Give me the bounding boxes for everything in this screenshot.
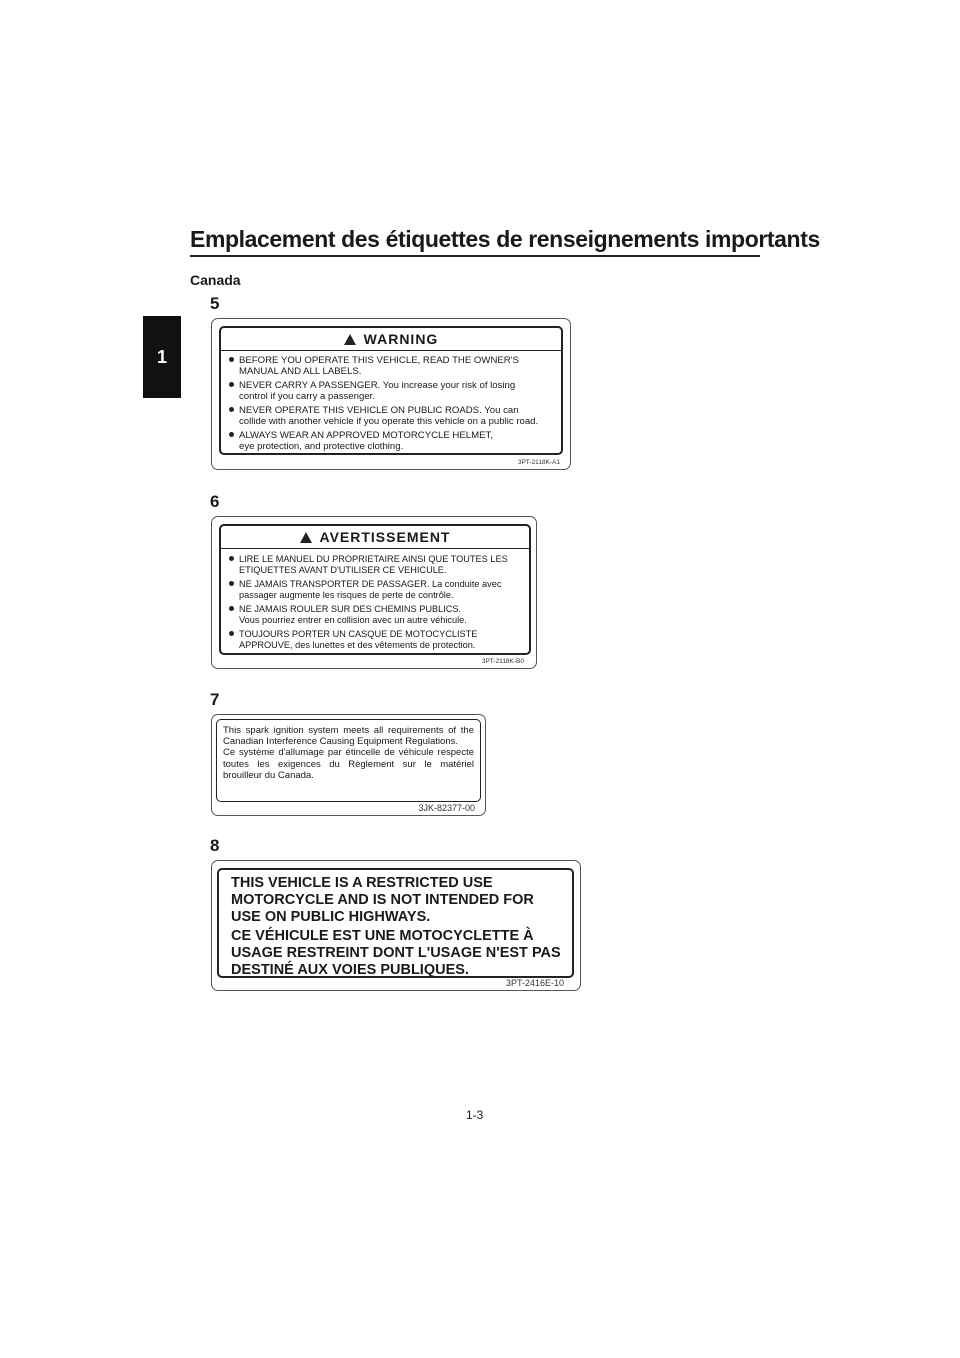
- label-8-number: 8: [210, 836, 220, 855]
- label-5-code: 3PT-2118K-A1: [517, 459, 560, 466]
- label-6: [211, 516, 537, 669]
- label-5-number: 5: [210, 294, 220, 313]
- label-8: [211, 860, 581, 991]
- label-7-number: 7: [210, 690, 220, 709]
- bullet-icon: [229, 581, 234, 586]
- label-7-text: [223, 725, 474, 781]
- label-6-frame: [219, 524, 531, 655]
- warning-triangle-icon: [300, 532, 312, 543]
- label-5-item: NEVER CARRY A PASSENGER. You increase your risk of losing control if you carry a passenger.: [229, 380, 555, 402]
- page-title: Emplacement des étiquettes de renseignements importants: [190, 226, 820, 252]
- section-heading: Canada: [190, 272, 241, 288]
- label-5-item: NEVER OPERATE THIS VEHICLE ON PUBLIC ROADS. You can collide with another vehicle if you operate this vehicle on a public road.: [229, 405, 555, 427]
- label-7-text-fr: Ce système d'allumage par étincelle de véhicule respecte toutes les exigences du Règlement sur le matériel brouilleur du Canada.: [223, 747, 474, 781]
- label-7: [211, 714, 486, 816]
- title-rule: [190, 255, 760, 257]
- label-6-header-text: AVERTISSEMENT: [319, 529, 451, 545]
- label-6-item: NE JAMAIS ROULER SUR DES CHEMINS PUBLICS. Vous pourriez entrer en collision avec un autre véhicule.: [229, 604, 523, 626]
- label-6-header: [221, 526, 529, 549]
- label-5-header-text: WARNING: [363, 331, 439, 347]
- bullet-icon: [229, 432, 234, 437]
- bullet-icon: [229, 407, 234, 412]
- chapter-tab: 1: [143, 316, 181, 398]
- label-6-item: LIRE LE MANUEL DU PROPRIETAIRE AINSI QUE TOUTES LES ETIQUETTES AVANT D'UTILISER CE VEHICULE.: [229, 554, 523, 576]
- label-7-frame: [216, 719, 481, 802]
- label-6-code: 3PT-2118K-B0: [481, 658, 524, 665]
- page-number: 1-3: [466, 1108, 484, 1122]
- label-6-item: NE JAMAIS TRANSPORTER DE PASSAGER. La conduite avec passager augmente les risques de perte de contrôle.: [229, 579, 523, 601]
- label-5-frame: [219, 326, 563, 455]
- label-6-number: 6: [210, 492, 220, 511]
- bullet-icon: [229, 631, 234, 636]
- label-8-code: 3PT-2416E-10: [505, 978, 564, 988]
- label-5-item: ALWAYS WEAR AN APPROVED MOTORCYCLE HELMET, eye protection, and protective clothing.: [229, 430, 555, 452]
- bullet-icon: [229, 382, 234, 387]
- label-8-english: THIS VEHICLE IS A RESTRICTED USE MOTORCYCLE AND IS NOT INTENDED FOR USE ON PUBLIC HIGHWAYS.: [231, 875, 534, 925]
- label-5-item: BEFORE YOU OPERATE THIS VEHICLE, READ THE OWNER'S MANUAL AND ALL LABELS.: [229, 355, 555, 377]
- bullet-icon: [229, 606, 234, 611]
- label-5-header: [221, 328, 561, 351]
- label-5: [211, 318, 571, 470]
- label-7-code: 3JK-82377-00: [418, 803, 475, 813]
- warning-triangle-icon: [344, 334, 356, 345]
- label-8-french: CE VÉHICULE EST UNE MOTOCYCLETTE À USAGE RESTREINT DONT L'USAGE N'EST PAS DESTINÉ AUX VOIES PUBLIQUES.: [231, 928, 561, 978]
- bullet-icon: [229, 357, 234, 362]
- label-7-text-en: This spark ignition system meets all requirements of the Canadian Interference Causing Equipment Regulations.: [223, 725, 474, 748]
- label-8-frame: [217, 868, 574, 978]
- label-6-item: TOUJOURS PORTER UN CASQUE DE MOTOCYCLISTE APPROUVE, des lunettes et des vêtements de protection.: [229, 629, 523, 651]
- bullet-icon: [229, 556, 234, 561]
